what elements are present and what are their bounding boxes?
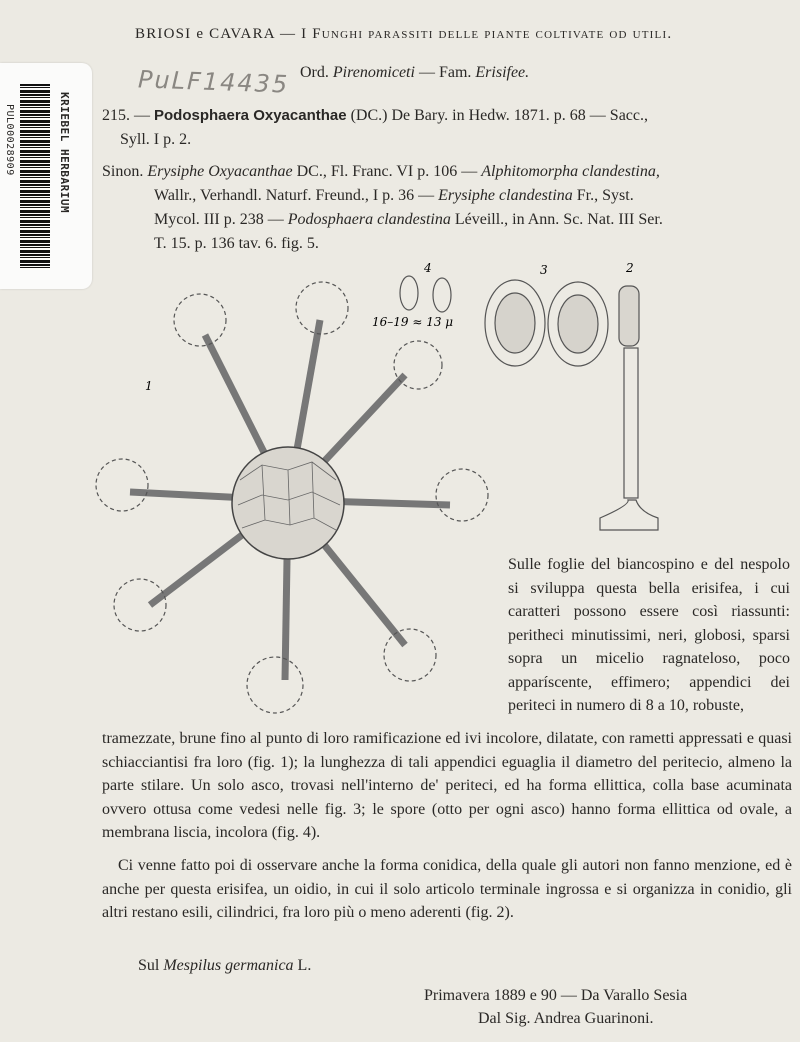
synonym-2-ref: Wallr., Verhandl. Naturf. Freund., I p. 36 — [154,187,435,204]
synonyms-prefix: Sinon. [102,163,144,180]
species-authority: (DC.) De Bary. in Hedw. 1871. p. 68 — Sacc., [350,107,648,124]
entry-number: 215. — [102,107,150,124]
order-prefix: Ord. [300,64,329,81]
header-authors: BRIOSI e CAVARA [135,26,275,42]
figure-4-spores [400,276,451,312]
host-species: Mespilus germanica [163,957,294,974]
collector: Dal Sig. Andrea Guarinoni. [478,1010,654,1027]
figure-1-perithecium [96,282,488,713]
synonym-3-ref: Fr., Syst. [576,187,634,204]
handwritten-accession: PuLF14435 [137,65,290,99]
synonym-4: Podosphaera clandestina [287,211,451,228]
description-conidial-form [102,854,792,925]
figure-label-4: 4 [424,261,432,275]
collection-date-place: Primavera 1889 e 90 — Da Varallo Sesia [424,987,688,1004]
figure-label-1: 1 [145,379,153,393]
header-title: I Funghi parassiti delle piante coltivate od utili. [301,26,673,42]
synonym-3: Erysiphe clandestina [438,187,573,204]
description-continued: tramezzate, brune fino al punto di loro ramificazione ed ivi incolore, dilatate, con rametti appressati e quasi schiacciantisi fra loro (fig. 1); la lunghezza di tali appendici eguaglia il diametro del peritecio, almeno la parte stilare. Un solo asco, trovasi nell'interno de' periteci, ed ha forma ellittica, colla base acuminata ovvero ottusa come vedesi nelle fig. 3; le spore (otto per ogni asco) hanno forma ellittica od ovale, a membrana liscia, incolora (fig. 4). [102,730,792,841]
header-dash: — [279,26,297,42]
order-name: Pirenomiceti [332,64,415,81]
figure-label-2: 2 [626,261,634,275]
order-sep: — Fam. [418,64,472,81]
synonym-1-ref: DC., Fl. Franc. VI p. 106 — [296,163,478,180]
synonym-2: Alphitomorpha clandestina, [481,163,660,180]
family-name: Erisifee. [475,64,530,81]
spore-measure: 16–19 ≈ 13 μ [372,315,454,329]
conidial-text: Ci venne fatto poi di osservare anche la forma conidica, della quale gli autori non fanno menzione, ed è anche per questa erisifea, un oidio, in cui il solo articolo terminale ingrossa e si organizza in conidio, gli altri restano esili, cilindrici, fra loro più o meno aderenti (fig. 2). [102,857,792,921]
host-suffix: L. [297,957,312,974]
host-prefix: Sul [138,957,160,974]
figure-label-3: 3 [540,263,548,277]
description-right-column: Sulle foglie del biancospino e del nespolo si sviluppa questa bella erisifea, i cui caratteri possono essere così riassunti: peritheci minutissimi, neri, globosi, sparsi sopra un micelio ragnateloso, poco apparíscente, effimero; appendici dei periteci in numero di 8 a 10, robuste, [508,556,790,714]
host-line [138,957,311,975]
synonym-3-ref2: Mycol. III p. 238 — [154,211,284,228]
synonym-4-ref: Léveill., in Ann. Sc. Nat. III Ser. [454,211,663,228]
sticker-label: KRIEBEL HERBARIUM [58,92,71,214]
figure-2-conidiophore [600,286,658,530]
synonym-4-ref2: T. 15. p. 136 tav. 6. fig. 5. [154,235,319,252]
figure-3-asci [485,280,608,366]
entry-syllabus: Syll. I p. 2. [120,131,192,148]
sticker-code: PUL00028909 [4,104,15,176]
synonym-1: Erysiphe Oxyacanthae [147,163,293,180]
species-name: Podosphaera Oxyacanthae [154,107,347,124]
